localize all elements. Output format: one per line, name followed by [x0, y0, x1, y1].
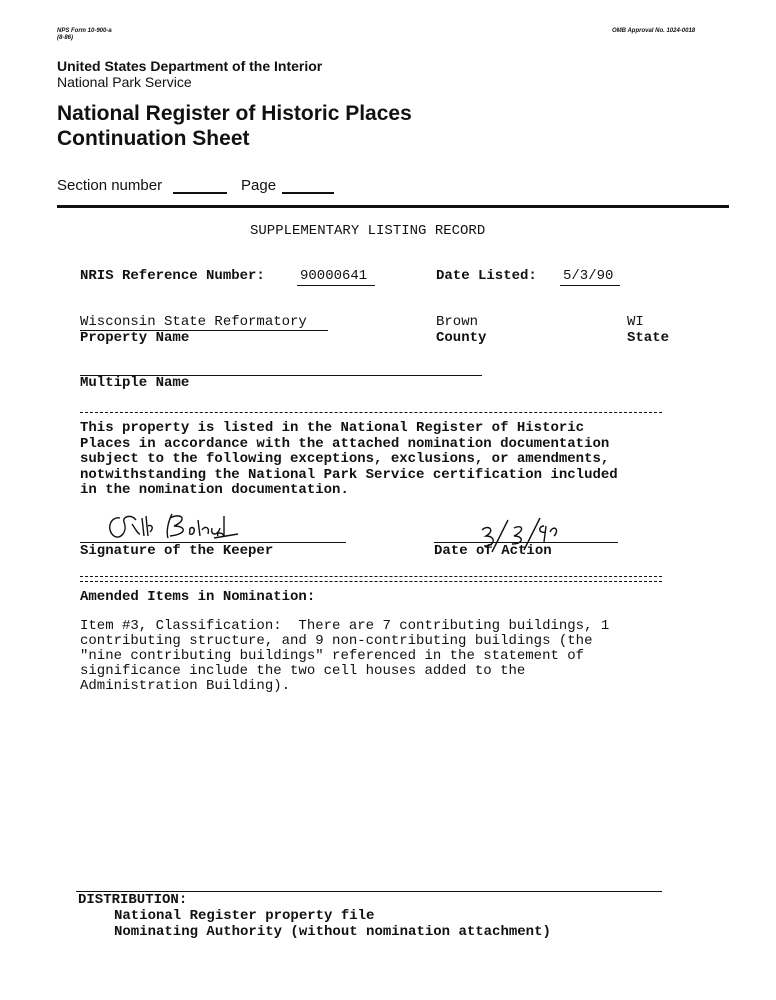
service: National Park Service — [57, 74, 192, 90]
amended-line: Item #3, Classification: There are 7 contributing buildings, 1 — [80, 618, 610, 634]
record-heading: SUPPLEMENTARY LISTING RECORD — [250, 223, 486, 239]
listing-statement — [80, 421, 618, 499]
section-number-label: Section number — [57, 177, 163, 194]
section-number-blank — [173, 192, 227, 194]
department: United States Department of the Interior — [57, 58, 323, 74]
date-action-label: Date of Action — [434, 543, 552, 559]
date-listed-underline — [560, 285, 620, 286]
page-label: Page — [241, 177, 277, 194]
dashed-divider — [80, 412, 662, 413]
statement-line: in the nomination documentation. — [80, 482, 349, 498]
distribution-heading: DISTRIBUTION: — [78, 892, 188, 908]
omb-approval: OMB Approval No. 1024-0018 — [612, 28, 696, 34]
statement-line: notwithstanding the National Park Service certification included — [80, 466, 618, 483]
distribution-item: Nominating Authority (without nomination attachment) — [114, 924, 551, 940]
form-number: NPS Form 10-900-a — [57, 28, 112, 34]
county-value: Brown — [436, 314, 479, 330]
nris-underline — [297, 285, 375, 286]
double-divider-bottom — [80, 581, 662, 582]
nris-value: 90000641 — [300, 268, 368, 284]
property-name-label: Property Name — [80, 330, 190, 346]
property-name-value: Wisconsin State Reformatory — [80, 314, 307, 330]
amended-line: contributing structure, and 9 non-contributing buildings (the — [80, 633, 593, 649]
date-listed-value: 5/3/90 — [563, 268, 614, 284]
distribution-item: National Register property file — [114, 908, 375, 924]
amended-line: Administration Building). — [80, 678, 291, 694]
multiple-name-label: Multiple Name — [80, 375, 190, 391]
amended-text — [80, 619, 609, 694]
state-label: State — [627, 330, 670, 346]
signature-label: Signature of the Keeper — [80, 543, 274, 559]
page-title-line2: Continuation Sheet — [57, 127, 250, 150]
statement-line: Places in accordance with the attached nomination documentation — [80, 435, 610, 452]
double-divider-top — [80, 576, 662, 577]
page-blank — [282, 192, 334, 194]
amended-line: "nine contributing buildings" referenced in the statement of — [80, 648, 585, 664]
keeper-signature — [102, 510, 242, 544]
statement-line: subject to the following exceptions, exclusions, or amendments, — [80, 451, 610, 467]
page-title-line1: National Register of Historic Places — [57, 102, 412, 125]
state-value: WI — [627, 314, 644, 330]
amended-heading: Amended Items in Nomination: — [80, 589, 316, 605]
statement-line: This property is listed in the National Register of Historic — [80, 420, 585, 436]
county-label: County — [436, 330, 487, 346]
nris-label: NRIS Reference Number: — [80, 268, 265, 284]
header-divider — [57, 205, 729, 208]
date-listed-label: Date Listed: — [436, 268, 537, 284]
amended-line: significance include the two cell houses added to the — [80, 663, 526, 679]
form-date: (8-86) — [57, 35, 74, 41]
